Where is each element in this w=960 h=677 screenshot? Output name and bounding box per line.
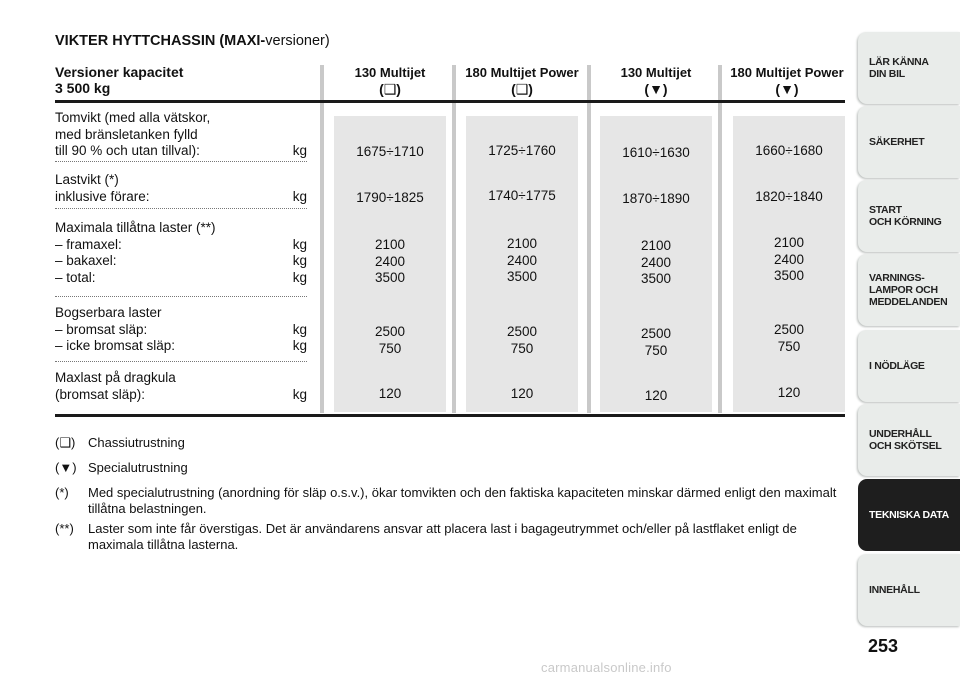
watermark: carmanualsonline.info [541,660,672,675]
value-curb: 1675÷1710 [356,144,424,159]
row-divider [55,296,307,297]
sidebar-tab-know-your-car[interactable]: LÄR KÄNNA DIN BIL [858,32,960,104]
row-divider [55,161,307,162]
value-towable: 2500 750 [374,324,406,356]
column-header: 130 Multijet (▼) [620,65,692,97]
value-max-loads: 2100 2400 3500 [506,236,538,284]
sidebar-tab-contents[interactable]: INNEHÅLL [858,554,960,626]
column-header: 180 Multijet Power (▼) [730,65,844,97]
value-payload: 1820÷1840 [755,189,823,204]
value-hitch: 120 [777,385,801,400]
sidebar-tab-warning-lights[interactable]: VARNINGS- LAMPOR OCH MEDDELANDEN [858,254,960,326]
versions-label: Versioner kapacitet 3 500 kg [55,64,184,96]
value-max-loads: 2100 2400 3500 [640,238,672,286]
column-divider [587,65,591,413]
value-towable: 2500 750 [506,324,538,356]
sidebar-tab-starting-driving[interactable]: START OCH KÖRNING [858,180,960,252]
footnote-asterisk: (*) Med specialutrustning (anordning för släp o.s.v.), ökar tomvikten och den faktiska kapaciteten minskar därmed enligt den maximalt tillåtna belastningen. [55,485,837,516]
value-max-loads: 2100 2400 3500 [773,235,805,283]
footnote-double-asterisk: (**) Laster som inte får överstigas. Det är användarens ansvar att placera last i bagageutrymmet och/eller på lastflaket enligt de maximala tillåtna lasterna. [55,521,797,552]
page-heading [55,33,330,49]
value-payload: 1870÷1890 [622,191,690,206]
value-curb: 1725÷1760 [488,143,556,158]
footnote-chassis: (❑) Chassiutrustning [55,435,185,450]
page-number: 253 [868,636,899,656]
heading-sub: versioner) [265,33,330,49]
row-divider [55,361,307,362]
value-curb: 1660÷1680 [755,143,823,158]
heading-main: VIKTER HYTTCHASSIN (MAXI- [55,33,266,49]
row-label-curb-weight: Tomvikt (med alla vätskor, med bränsletanken fylld till 90 % och utan tillval): kg [55,110,307,158]
row-label-max-loads: Maximala tillåtna laster (**) – framaxel: kg – bakaxel: kg – total: kg [55,220,307,285]
footnotes [55,435,845,562]
value-hitch: 120 [510,386,534,401]
sidebar-tab-emergency[interactable]: I NÖDLÄGE [858,330,960,402]
value-towable: 2500 750 [640,326,672,358]
value-payload: 1740÷1775 [488,188,556,203]
value-hitch: 120 [378,386,402,401]
value-max-loads: 2100 2400 3500 [374,237,406,285]
row-label-towable: Bogserbara laster – bromsat släp: kg – icke bromsat släp: kg [55,305,307,353]
table-top-rule [55,100,845,103]
value-towable: 2500 750 [773,322,805,354]
column-header: 130 Multijet (❑) [354,65,426,97]
column-divider [452,65,456,413]
column-header: 180 Multijet Power (❑) [465,65,579,97]
sidebar-tab-maintenance[interactable]: UNDERHÅLL OCH SKÖTSEL [858,404,960,476]
sidebar-tab-safety[interactable]: SÄKERHET [858,106,960,178]
table-bottom-rule [55,414,845,417]
value-hitch: 120 [644,388,668,403]
row-label-hitch-load: Maxlast på dragkula (bromsat släp): kg [55,370,307,402]
column-divider [718,65,722,413]
column-divider [320,65,324,413]
footnote-special: (▼) Specialutrustning [55,460,188,475]
sidebar-tab-technical-data[interactable]: TEKNISKA DATA [858,479,960,551]
row-divider [55,208,307,209]
row-label-payload: Lastvikt (*) inklusive förare: kg [55,172,307,204]
value-payload: 1790÷1825 [356,190,424,205]
value-curb: 1610÷1630 [622,145,690,160]
